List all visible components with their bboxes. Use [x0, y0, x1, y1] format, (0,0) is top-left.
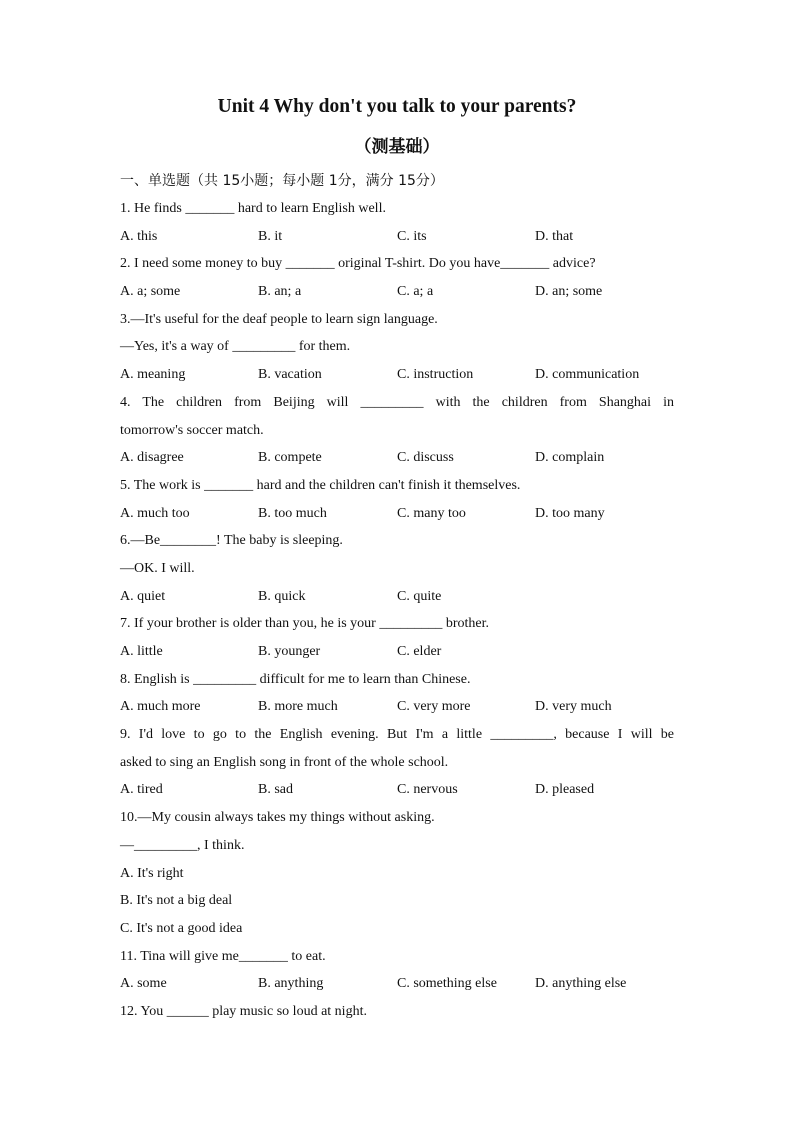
option: D. communication — [535, 367, 640, 383]
option: B. sad — [258, 782, 293, 798]
option: C. It's not a good idea — [120, 920, 243, 936]
question-6-stem: 6.—Be________! The baby is sleeping. — [120, 533, 343, 549]
option: B. younger — [258, 644, 321, 659]
option: D. very much — [535, 699, 612, 715]
question-1-stem: 1. He finds _______ hard to learn English well. — [120, 201, 386, 216]
question-1-options — [120, 227, 674, 255]
question-11-stem: 11. Tina will give me_______ to eat. — [120, 948, 326, 964]
option: A. It's right — [120, 865, 184, 881]
option: C. its — [397, 228, 427, 244]
option: B. an; a — [258, 284, 302, 300]
option: B. too much — [258, 505, 327, 521]
option: C. elder — [397, 644, 442, 659]
question-3-stem: 3.—It's useful for the deaf people to learn sign language. — [120, 311, 438, 327]
question-list — [120, 199, 674, 1030]
option: A. a; some — [120, 284, 181, 300]
question-4-stem: 4. The children from Beijing will _________ with the children from Shanghai in — [120, 394, 674, 410]
option: B. anything — [258, 976, 324, 992]
option: D. complain — [535, 450, 605, 466]
page-subtitle: （测基础） — [354, 137, 440, 157]
option: A. little — [120, 644, 163, 659]
option: A. much too — [120, 505, 190, 521]
option: A. some — [120, 976, 167, 992]
option: D. that — [535, 228, 574, 244]
option: B. vacation — [258, 367, 322, 383]
question-5-options — [120, 504, 674, 532]
question-4-options — [120, 448, 674, 476]
option: D. anything else — [535, 976, 627, 992]
option: C. something else — [397, 976, 497, 992]
page-title: Unit 4 Why don't you talk to your parents? — [217, 96, 577, 117]
option: D. an; some — [535, 284, 603, 300]
option: B. it — [258, 228, 283, 244]
question-3-line2: —Yes, it's a way of _________ for them. — [120, 339, 351, 355]
option: A. quiet — [120, 588, 166, 604]
question-2-options — [120, 282, 674, 310]
section-heading: 一、单选题（共 15小题；每小题 1分，满分 15分） — [120, 173, 444, 189]
question-2-stem: 2. I need some money to buy _______ original T-shirt. Do you have_______ advice? — [120, 256, 596, 272]
option: C. very more — [397, 699, 471, 715]
option: A. much more — [120, 699, 201, 715]
question-9-line2: asked to sing an English song in front of the whole school. — [120, 754, 449, 770]
question-8-stem: 8. English is _________ difficult for me to learn than Chinese. — [120, 671, 471, 687]
option: A. meaning — [120, 367, 186, 383]
option: B. compete — [258, 450, 322, 466]
question-7-options — [120, 642, 674, 670]
option: C. many too — [397, 505, 466, 521]
option: C. quite — [397, 588, 442, 604]
option: B. It's not a big deal — [120, 893, 233, 909]
question-12-stem: 12. You ______ play music so loud at night. — [120, 1003, 367, 1019]
question-6-line2: —OK. I will. — [120, 560, 195, 576]
question-9-options — [120, 780, 674, 808]
option: D. pleased — [535, 782, 595, 798]
question-4-line2: tomorrow's soccer match. — [120, 422, 264, 438]
option: B. more much — [258, 699, 338, 715]
option: C. instruction — [397, 367, 474, 383]
option: A. disagree — [120, 450, 184, 466]
question-3-options — [120, 365, 674, 393]
option: C. nervous — [397, 782, 458, 798]
question-6-options — [120, 587, 674, 615]
option: B. quick — [258, 588, 306, 604]
option: A. tired — [120, 782, 163, 798]
question-9-stem: 9. I'd love to go to the English evening. But I'm a little _________, because I will be — [120, 727, 674, 743]
option: C. discuss — [397, 450, 454, 466]
question-10-stem: 10.—My cousin always takes my things without asking. — [120, 810, 435, 826]
option: D. too many — [535, 505, 605, 521]
question-7-stem: 7. If your brother is older than you, he is your _________ brother. — [120, 616, 489, 632]
question-8-options — [120, 697, 674, 725]
question-10-line2: —_________, I think. — [120, 837, 245, 853]
question-5-stem: 5. The work is _______ hard and the children can't finish it themselves. — [120, 477, 521, 493]
question-11-options — [120, 974, 674, 1002]
option: C. a; a — [397, 284, 434, 300]
option: A. this — [120, 228, 158, 244]
